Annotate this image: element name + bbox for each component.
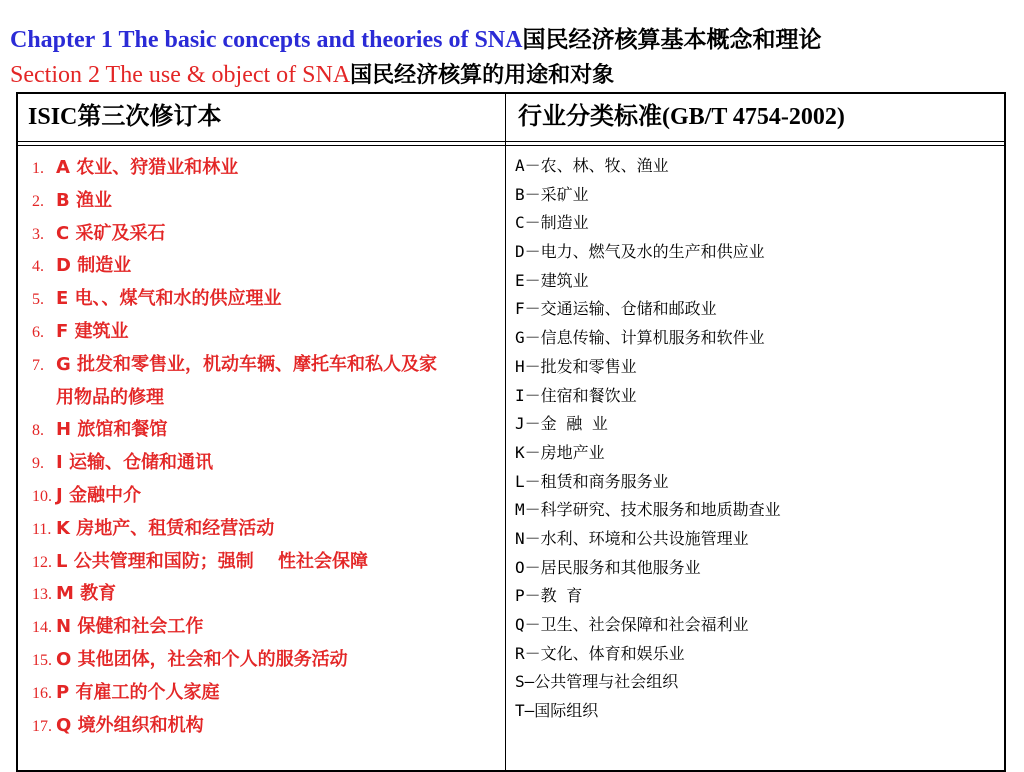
isic-item-number: 8. <box>32 422 44 440</box>
gbt-item: K－房地产业 <box>515 442 605 462</box>
isic-item-text: H 旅馆和餐馆 <box>56 419 168 441</box>
gbt-item: J－金 融 业 <box>515 414 608 434</box>
isic-item-text: P 有雇工的个人家庭 <box>56 681 220 703</box>
gbt-item: E－建筑业 <box>515 270 589 290</box>
isic-item <box>32 349 502 415</box>
isic-item <box>32 447 502 480</box>
isic-item <box>32 316 502 349</box>
chapter-title-en: Chapter 1 The basic concepts and theories of SNA <box>10 27 523 53</box>
isic-item-number: 4. <box>32 258 44 276</box>
gbt-item: D－电力、燃气及水的生产和供应业 <box>515 242 765 262</box>
isic-item-number: 11. <box>32 520 52 538</box>
gbt-item: H－批发和零售业 <box>515 356 637 376</box>
isic-item-text: F 建筑业 <box>56 320 129 342</box>
column-divider <box>505 94 506 770</box>
comparison-table <box>16 92 1006 772</box>
isic-item-text: N 保健和社会工作 <box>56 616 204 638</box>
gbt-item: O－居民服务和其他服务业 <box>515 557 701 577</box>
header-rule <box>18 141 1004 142</box>
gbt-item: S—公共管理与社会组织 <box>515 672 679 692</box>
gbt-item: A－农、林、牧、渔业 <box>515 156 669 175</box>
section-title <box>10 60 614 91</box>
isic-item-number: 1. <box>32 160 44 177</box>
isic-item-number: 6. <box>32 323 44 341</box>
isic-item <box>32 611 502 644</box>
gbt-item: C－制造业 <box>515 213 589 233</box>
gbt-item: P－教 育 <box>515 586 583 606</box>
isic-item <box>32 414 502 447</box>
isic-item-text: I 运输、仓储和通讯 <box>56 452 213 474</box>
isic-item <box>32 250 502 283</box>
header-rule-inner <box>18 145 1004 146</box>
gbt-item: B－采矿业 <box>515 184 589 204</box>
isic-item <box>32 480 502 513</box>
gbt-item: N－水利、环境和公共设施管理业 <box>515 528 749 548</box>
isic-item-number: 14. <box>32 619 52 637</box>
isic-item <box>32 218 502 251</box>
isic-item-number: 15. <box>32 651 52 669</box>
gbt-item: M－科学研究、技术服务和地质勘查业 <box>515 500 781 520</box>
isic-item-text: B 渔业 <box>56 189 112 211</box>
gbt-list <box>515 152 781 726</box>
isic-item-text: A 农业、狩猎业和林业 <box>56 157 239 178</box>
header-isic: ISIC第三次修订本 <box>28 104 222 130</box>
isic-item-number: 3. <box>32 225 44 243</box>
gbt-item: R－文化、体育和娱乐业 <box>515 643 685 663</box>
section-title-en: Section 2 The use & object of SNA <box>10 62 351 88</box>
isic-item-number: 13. <box>32 586 52 604</box>
isic-item-text: K 房地产、租赁和经营活动 <box>56 517 275 539</box>
isic-item-text: E 电、、煤气和水的供应理业 <box>56 288 282 310</box>
header-gbt: 行业分类标准(GB/T 4754-2002) <box>518 104 845 130</box>
isic-item <box>32 185 502 218</box>
isic-item-text: G 批发和零售业，机动车辆、摩托车和私人及家 用物品的修理 <box>56 353 438 408</box>
gbt-item: T—国际组织 <box>515 701 599 721</box>
chapter-title <box>10 25 821 55</box>
isic-item-text: Q 境外组织和机构 <box>56 714 204 736</box>
isic-item-text: J 金融中介 <box>56 484 141 506</box>
isic-item <box>32 152 502 185</box>
isic-item-number: 17. <box>32 717 52 735</box>
isic-item <box>32 677 502 710</box>
isic-item-number: 5. <box>32 291 44 309</box>
isic-item-number: 12. <box>32 553 52 571</box>
isic-list <box>32 152 502 742</box>
chapter-title-zh: 国民经济核算基本概念和理论 <box>522 27 822 53</box>
isic-item-number: 2. <box>32 192 44 210</box>
isic-item-number: 16. <box>32 684 52 702</box>
isic-item-number: 9. <box>32 455 44 473</box>
gbt-item: L－租赁和商务服务业 <box>515 471 669 491</box>
isic-item-number: 7. <box>32 356 44 374</box>
isic-item-text: D 制造业 <box>56 255 132 277</box>
isic-item-text: M 教育 <box>56 583 117 605</box>
isic-item-number: 10. <box>32 487 52 505</box>
isic-item <box>32 578 502 611</box>
gbt-item: G－信息传输、计算机服务和软件业 <box>515 328 765 348</box>
isic-item-text: L 公共管理和国防；强制 性社会保障 <box>56 550 369 572</box>
isic-item-text: O 其他团体，社会和个人的服务活动 <box>56 648 348 670</box>
section-title-zh: 国民经济核算的用途和对象 <box>350 63 615 88</box>
isic-item <box>32 283 502 316</box>
isic-item <box>32 644 502 677</box>
isic-item <box>32 710 502 743</box>
gbt-item: I－住宿和餐饮业 <box>515 385 637 405</box>
isic-item-text: C 采矿及采石 <box>56 222 166 244</box>
gbt-item: F－交通运输、仓储和邮政业 <box>515 299 717 319</box>
isic-item <box>32 546 502 579</box>
isic-item <box>32 513 502 546</box>
gbt-item: Q－卫生、社会保障和社会福利业 <box>515 615 749 634</box>
